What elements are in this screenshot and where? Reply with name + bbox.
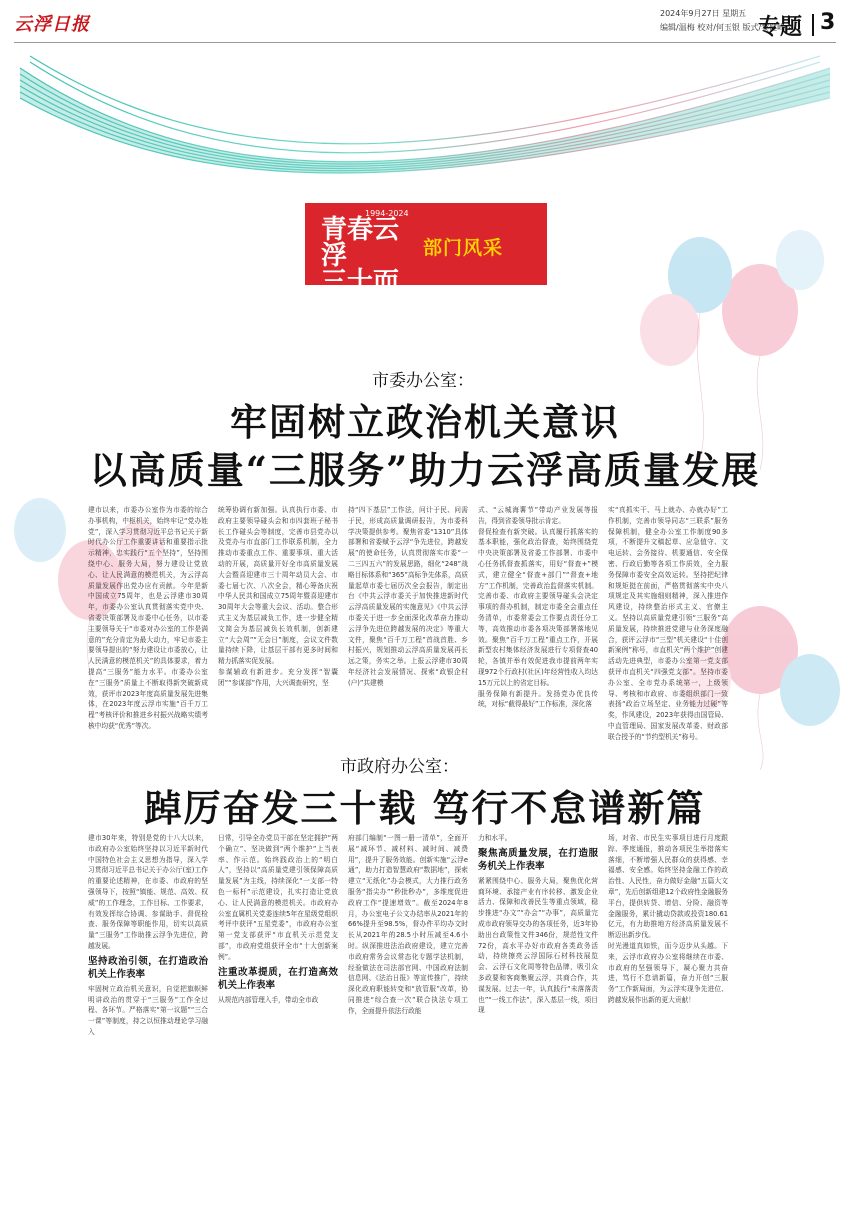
page-number: 3 — [820, 10, 836, 35]
article2-column-2-text-a: 日常，引导全办党员干部在坚定拥护“两个确立”、坚决做到“两个维护”上当表率、作示范。始终践政治上的“明白人”，坚持以“高质量党建引领保障高质量发展”为主线，持续深化“一支部一特色一标杆”示范建设，扎实打造让党放心、让人民满意的模范机关。市政府办公室直属机关党委连续5年在星级党组织考评中获评“五星党委”，市政府办公室第一党支部获评“市直机关示范党支部”，市政府党组获评全市“十大创新案例”。 — [218, 834, 338, 961]
article2-column-4-text-b: 紧紧围绕中心、服务大局，聚焦优化营商环境、承接产业有序转移、激发企业活力、保障和改善民生等重点领域，稳步推进“办文”“办会”“办事”，高质量完成市政府领导交办的各项任务，近3年协助出台政策性文件346份，规范性文件72份，高水平办好市政府各类政务活动，持续擦亮云浮国际石材科技展览会、云浮石文化周等特色品牌，吸引众多政要和客商集聚云浮，共商合作，共谋发展。过去一年，认真践行“未落落责也”“一线工作法”，深入基层一线，项目现 — [478, 876, 598, 1015]
article2-column-4 — [478, 833, 598, 1203]
article1-column-1: 建市以来，市委办公室作为市委的综合办事机构，中枢机关，始终牢记“党办姓党”，深入学习贯彻习近平总书记关于新时代办公厅工作重要讲话和重要指示批示精神，忠实践行“五个坚持”，坚持围绕中心、服务大局，努力建设让党放心、让人民满意的模范机关，为云浮高质量发展作出党办应有贡献。今年是新中国成立75周年，也是云浮建市30周年，市委办公室认真贯彻落实党中央、省委决策部署及市委中心任务，以市委主要领导关于“市委对办公室的工作是满意的”充分肯定为最大动力，牢记市委主要领导提出的“努力建设让市委放心，让人民满意的模范机关”的具体要求，着力提高“三服务”能力水平。市委办公室在“三服务”质量上不断取得新突破新成效，获评市2023年度高质量发展先进集体，在2023年度云浮市实施“百千万工程”考核评价和推进乡村振兴战略实绩考核中均获“优秀”等次。 — [88, 506, 208, 730]
badge-line-1: 青春云浮 — [321, 215, 400, 271]
editors-line: 编辑/温梅 校对/何玉银 版式/黎健峰 — [660, 23, 786, 32]
section-title: 专题 — [758, 15, 803, 40]
article2-subheading-3: 聚焦高质量发展，在打造服务机关上作表率 — [478, 847, 598, 872]
badge-years: 1994-2024 — [365, 209, 409, 218]
wave-banner-graphic — [0, 48, 850, 173]
article2-column-2-text-b: 从规范内部管理入手，带动全市政 — [218, 995, 319, 1004]
article1-column-2: 统筹协调有新加强。认真执行市委、市政府主要领导碰头会和市四套班子秘书长工作碰头会等制度，完善市县党办以及党办与市直部门工作联系机制，全力推动市委重点工作、重要事项、重大活动的开展，高质量开好全市高质量发展大会暨喜迎建市三十周年动员大会、市委七届七次、八次全会，精心筹备庆祝中华人民共和国成立75周年暨喜迎建市30周年大会等重大会议、活动。整合形式主义为基层减负工作，进一步健全精文简会为基层减负长效机制，创新建立“大会周”“无会日”制度，会议文件数量持续下降，让基层干部有更多时间和精力抓落实促发展。 参谋辅政有新进步。充分发挥“智囊团”“参谋部”作用，大兴调查研究，坚 — [218, 506, 338, 687]
article2-headline: 踔厉奋发三十载 笃行不怠谱新篇 — [144, 786, 706, 830]
badge-department: 部门风采 — [423, 237, 504, 259]
article1-headline-1: 牢固树立政治机关意识 — [230, 400, 620, 444]
article2-column-3: 府部门编制“一图一册一清单”，全面开展“减环节、减材料、减时间、减费用”，提升了服务效能。创新实施“云浮e通”，助力打造智慧政府“数据地”，探索建立“无纸化”办会模式，大力推行政务服务“指尖办”“秒批秒办”，多维度促进政府工作“提速增效”。截至2024年8月，办公室电子公文办结率从2021年的66%提升至98.5%，督办件平均办文时长从2021年的28.5小时压减至4.6小时。纵深推进法治政府建设，建立完善市政府常务会议常态化专题学法机制，经验做法在司法部官网、中国政府法制信息网、《法治日报》等宣传推广，持续深化政府职能转变和“放管服”改革，协同推进“综合查一次”联合执法专项工作，全面提升依法行政能 — [348, 834, 468, 1015]
newspaper-logo: 云浮日报 — [14, 14, 90, 35]
issue-date: 2024年9月27日 星期五 — [660, 9, 747, 18]
article2-kicker: 市政府办公室： — [340, 757, 459, 777]
series-badge — [305, 203, 547, 323]
article2-column-1-text-a: 建市30年来，特别是党的十八大以来，市政府办公室始终坚持以习近平新时代中国特色社会主义思想为指导，深入学习贯彻习近平总书记关于办公厅(室)工作的重要论述精神，在市委、市政府的坚强领导下，按照“镇能、规范、高效、权威”的工作理念，工作目标、工作要求，有效发挥综合协调、参谋助手、督促检查、服务保障等职能作用，切实以高质量“三服务”工作助推云浮争先进位，跨越发展。 — [88, 834, 208, 950]
article1-column-5: 实“真抓实干、马上就办、办就办好”工作机制，完善市领导同志“三联系”服务保障机制，健全办公室工作制度90多项，不断提升文稿起草、应急值守、文电运转、会务接待、机要通信、安全保密、行政后勤等各项工作质效，全力服务保障市委安全高效运转。坚持把纪律和规矩挺在前面，严格贯彻落实中央八项规定及其实施细则精神，深入推进作风建设，持续整治形式主义、官僚主义。坚持以高质量党建引领“三服务”高质量发展，持续推进党建与业务深度融合，获评云浮市“三型”机关建设“十佳创新案例”称号，市直机关“两个维护”创建活动先进典型，市委办公室第一党支部获评市直机关“四强党支部”。坚持市委办公室、全市党办系统第一，上级领导、考核和市政府、市委组织部门一致表扬“政治立场坚定、业务能力过硬”等奖，作风建设，2023年获得由国管局、中直管理局、国家发展改革委、财政部联合授予的“节约型机关”称号。 — [608, 506, 728, 741]
badge-title — [321, 217, 421, 321]
article2-subheading-2: 注重改革提质，在打造高效机关上作表率 — [218, 966, 338, 991]
article2-column-1 — [88, 833, 208, 1203]
masthead-rule — [14, 42, 836, 43]
article1-kicker: 市委办公室： — [372, 371, 474, 391]
article2-column-2 — [218, 833, 338, 1203]
article2-column-4-text-a: 力和水平。 — [478, 834, 512, 842]
article1-headline-2: 以高质量“三服务”助力云浮高质量发展 — [89, 448, 761, 492]
article1-column-3: 持“四下基层”工作法，问计于民、问需于民，形成高质量调研报告，为市委科学决策提供参考。聚焦省委“1310”具体部署和省委赋予云浮“争先进位，跨越发展”的使命任务，认真贯彻落实市委“一二三四五六”的发展思路，细化“248”战略目标体系和“365”高标争先体系，高质量起草市委七届历次全会报告，制定出台《中共云浮市委关于加快推进新时代云浮高质量发展的实施意见》《中共云浮市委关于进一步全面深化改革奋力推动云浮争先进位跨越发展的决定》等重大文件，聚焦“百千万工程”首战首胜、乡村振兴，规划推动云浮高质量发展再长远之策，务实之举。上报云浮建市30周年经济社会发展情况、探索“政银企村(户)”共建模 — [348, 506, 469, 687]
article2-column-5: 场，对省、市民生实事项目进行月度跟踪、季度通报，推动各项民生举措落实落细，不断增强人民群众的获得感、幸福感、安全感。始终坚持金融工作的政治性、人民性，奋力做好金融“五篇大文章”，先后创新组建12个政府性金融服务平台，提供转贷、增信、分险、融资等金融服务，累计撬动贷款或投资180.61亿元，有力助推地方经济高质量发展不断迈出新步伐。 时光漫道真如铁，而今迈步从头越。下来，云浮市政府办公室将继续在市委、市政府的坚强领导下，凝心聚力共奋进，笃行不怠谱新篇，奋力开创“三服务”工作新局面，为云浮实现争先进位、跨越发展作出新的更大贡献！ — [608, 834, 728, 1004]
article2-column-1-text-b: 牢固树立政治机关意识，自觉把旗帜鲜明讲政治的贯穿于“三服务”工作全过程、各环节。严格落实“第一议题”“三合一课”等制度，持之以恒推动理论学习融入 — [88, 984, 208, 1036]
masthead — [0, 0, 850, 46]
section-divider — [812, 14, 814, 36]
article2-subheading-1: 坚持政治引领，在打造政治机关上作表率 — [88, 955, 208, 980]
badge-line-2: 三十而励 — [321, 267, 400, 323]
article1-column-4: 式、“云城海薯节”带动产业发展等报告，得到省委领导批示肯定。 督促检查有新突破。认真履行抓落实的基本职能，强化政治督查，始终围绕党中央决策部署及省委工作部署、市委中心任务抓督查抓落实，用好“督查+”模式，建立健全“督查+部门”“督查+地方”工作机制，完善政治监督落实机制。完善市委、市政府主要领导碰头会决定事项的督办机制，制定市委全会重点任务清单，市委常委会工作要点责任分工等，高效推动市委各项决策部署落地见效。聚焦“百千万工程”重点工作，开展新型农村集体经济发展进行专项督查40轮，各镇并举有效促进我市提前两年实现972个行政村(社区)年经营性收入均达15万元以上的省定目标。 服务保障有新提升。发扬党办优良传统，对标“截得最好”工作标准，深化落 — [478, 506, 598, 709]
